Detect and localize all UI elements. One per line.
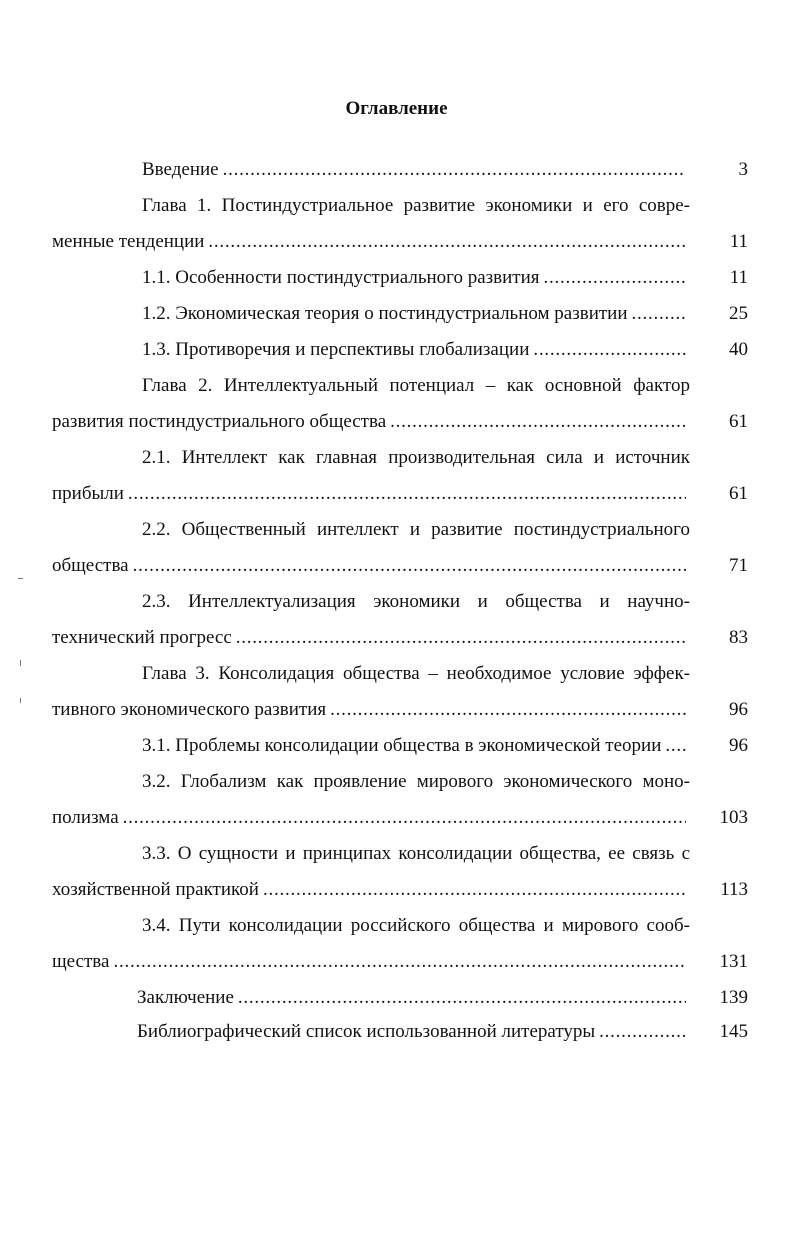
- toc-entry-chapter-2[interactable]: [52, 409, 690, 435]
- toc-page-number: 11: [729, 267, 748, 288]
- scan-mark: [20, 660, 21, 666]
- toc-page-number: 61: [729, 483, 748, 504]
- toc-entry-title: тивного экономического развития: [52, 699, 327, 720]
- toc-entry-title: прибыли: [52, 483, 124, 504]
- toc-entry-bibliography[interactable]: [137, 1019, 690, 1045]
- toc-page-number: 96: [729, 735, 748, 756]
- toc-page-number: 96: [729, 699, 748, 720]
- toc-entry-3-1[interactable]: [142, 733, 690, 759]
- toc-entry-intro[interactable]: [142, 157, 690, 183]
- toc-page-number: 131: [719, 951, 748, 972]
- toc-entry-title: 1.1. Особенности постиндустриального развития: [142, 267, 540, 288]
- toc-page-number: 103: [719, 807, 748, 828]
- toc-page-number: 11: [729, 231, 748, 252]
- scan-mark: [20, 698, 21, 703]
- toc-entry-title: развития постиндустриального общества: [52, 411, 387, 432]
- toc-entry-title: менные тенденции: [52, 231, 205, 252]
- toc-entry-2-3[interactable]: [52, 625, 690, 651]
- toc-page-number: 40: [729, 339, 748, 360]
- toc-page-number: 139: [719, 987, 748, 1008]
- toc-entry-chapter-1-line-1[interactable]: Глава 1. Постиндустриальное развитие экономики и его совре-: [142, 195, 690, 216]
- toc-page-number: 83: [729, 627, 748, 648]
- toc-entry-2-2[interactable]: [52, 553, 690, 579]
- toc-entry-title: полизма: [52, 807, 119, 828]
- toc-entry-chapter-1[interactable]: [52, 229, 690, 255]
- toc-entry-title: хозяйственной практикой: [52, 879, 259, 900]
- toc-entry-title: 1.3. Противоречия и перспективы глобализации: [142, 339, 530, 360]
- toc-entry-title: Введение: [142, 159, 219, 180]
- scan-mark: [18, 578, 23, 579]
- toc-entry-title: технический прогресс: [52, 627, 232, 648]
- toc-entry-3-2[interactable]: [52, 805, 690, 831]
- toc-entry-title: щества: [52, 951, 110, 972]
- toc-entry-1-1[interactable]: [142, 265, 690, 291]
- toc-entry-3-2-line-1[interactable]: 3.2. Глобализм как проявление мирового экономического моно-: [142, 771, 690, 792]
- toc-entry-3-4[interactable]: [52, 949, 690, 975]
- toc-entry-title: Заключение: [137, 987, 234, 1008]
- toc-entry-title: Библиографический список использованной литературы: [137, 1021, 596, 1042]
- toc-entry-3-3[interactable]: [52, 877, 690, 903]
- toc-page-number: 25: [729, 303, 748, 324]
- toc-entry-3-4-line-1[interactable]: 3.4. Пути консолидации российского общества и мирового сооб-: [142, 915, 690, 936]
- toc-entry-title: 1.2. Экономическая теория о постиндустриальном развитии: [142, 303, 628, 324]
- toc-entry-2-1-line-1[interactable]: 2.1. Интеллект как главная производительная сила и источник: [142, 447, 690, 468]
- toc-entry-title: 3.1. Проблемы консолидации общества в экономической теории: [142, 735, 662, 756]
- toc-entry-conclusion[interactable]: [137, 985, 690, 1011]
- toc-page-number: 61: [729, 411, 748, 432]
- toc-entry-chapter-3[interactable]: [52, 697, 690, 723]
- toc-entry-chapter-2-line-1[interactable]: Глава 2. Интеллектуальный потенциал – как основной фактор: [142, 375, 690, 396]
- toc-page-number: 3: [738, 159, 748, 180]
- toc-entry-title: общества: [52, 555, 129, 576]
- toc-page-number: 71: [729, 555, 748, 576]
- toc-entry-1-2[interactable]: [142, 301, 690, 327]
- toc-entry-2-3-line-1[interactable]: 2.3. Интеллектуализация экономики и общества и научно-: [142, 591, 690, 612]
- toc-entry-3-3-line-1[interactable]: 3.3. О сущности и принципах консолидации общества, ее связь с: [142, 843, 690, 864]
- toc-entry-2-1[interactable]: [52, 481, 690, 507]
- toc-entry-chapter-3-line-1[interactable]: Глава 3. Консолидация общества – необходимое условие эффек-: [142, 663, 690, 684]
- toc-heading: Оглавление: [345, 98, 448, 119]
- toc-entry-1-3[interactable]: [142, 337, 690, 363]
- toc-page-number: 113: [720, 879, 748, 900]
- toc-page-number: 145: [719, 1021, 748, 1042]
- toc-entry-2-2-line-1[interactable]: 2.2. Общественный интеллект и развитие постиндустриального: [142, 519, 690, 540]
